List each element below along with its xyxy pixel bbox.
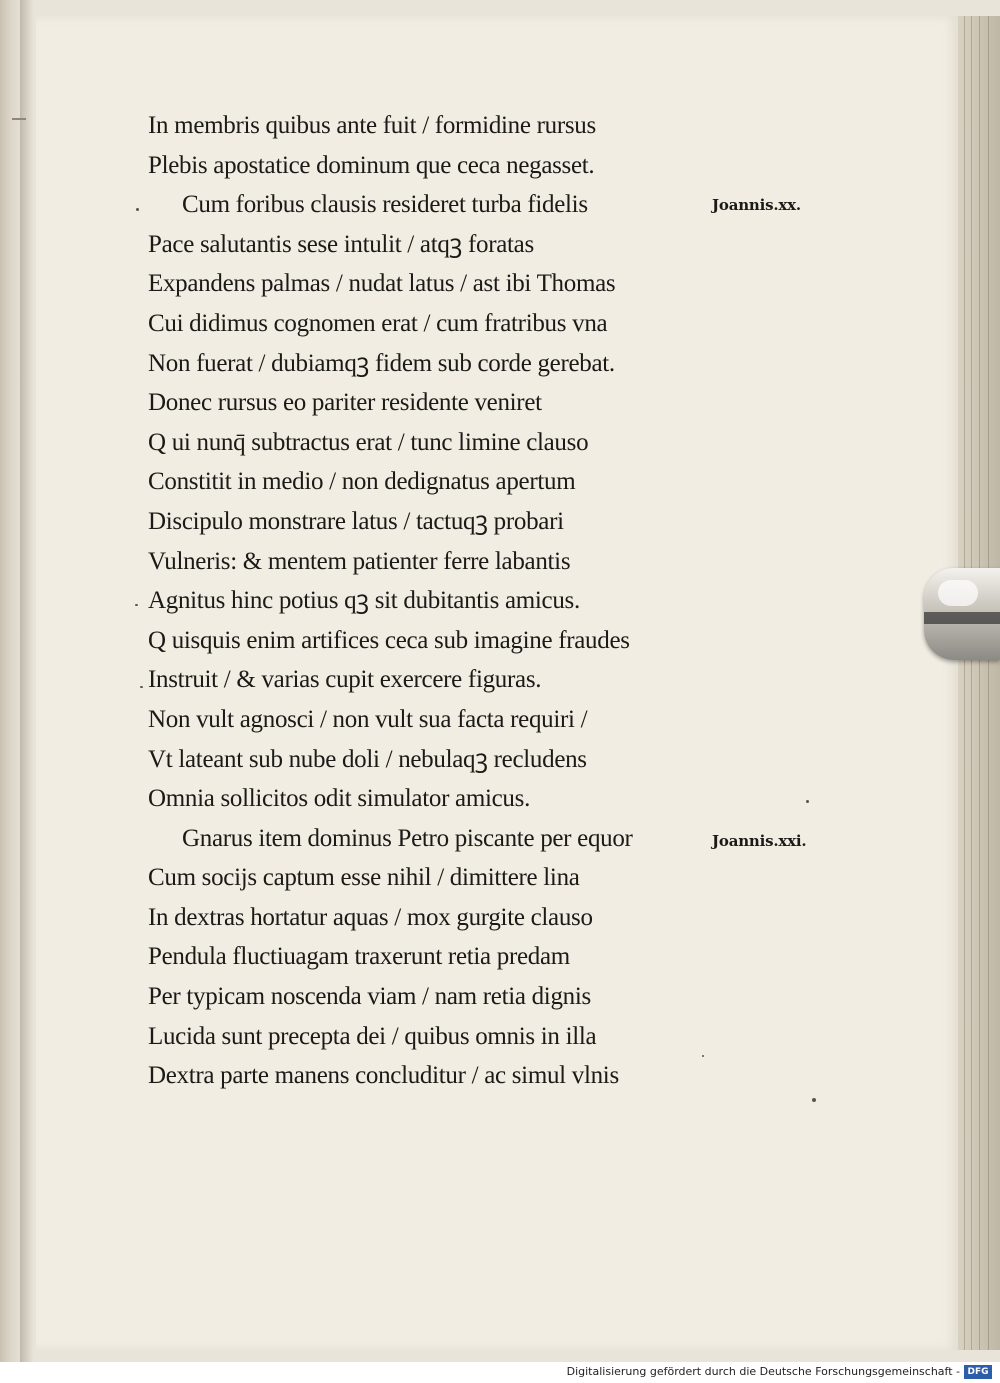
- verse-line: In membris quibus ante fuit / formidine rursus: [148, 112, 596, 139]
- verse-line: Expandens palmas / nudat latus / ast ibi Thomas: [148, 270, 616, 298]
- margin-mark: [12, 118, 26, 130]
- verse-line: Omnia sollicitos odit simulator amicus.: [148, 785, 531, 813]
- footer-bar: [0, 1362, 1000, 1383]
- verse-line: In dextras hortatur aquas / mox gurgite clauso: [148, 903, 593, 931]
- verse-line: Cum foribus clausis resideret turba fidelis: [182, 191, 588, 219]
- verse-line: Non fuerat / dubiamqꝫ fidem sub corde gerebat.: [148, 349, 615, 377]
- marginal-reference: Joannis.xxi.: [712, 832, 807, 850]
- verse-text-block: [148, 106, 708, 1096]
- verse-line: Constitit in medio / non dedignatus apertum: [148, 468, 576, 496]
- verse-line: Cui didimus cognomen erat / cum fratribus vna: [148, 309, 608, 337]
- verse-line: Plebis apostatice dominum que ceca negasset.: [148, 151, 595, 179]
- funding-credit: Digitalisierung gefördert durch die Deutsche Forschungsgemeinschaft -: [566, 1365, 960, 1378]
- page-clip: [924, 568, 1000, 660]
- marginal-reference: Joannis.xx.: [712, 196, 801, 214]
- previous-page-edge: [0, 0, 22, 1362]
- page-stack-edge: [958, 16, 1000, 1350]
- verse-line: Instruit / & varias cupit exercere figuras.: [148, 666, 542, 694]
- verse-line: Non vult agnosci / non vult sua facta requiri /: [148, 705, 588, 733]
- verse-line: Vulneris: & mentem patienter ferre labantis: [148, 547, 571, 575]
- verse-line: Gnarus item dominus Petro piscante per equor: [182, 824, 633, 852]
- verse-line: Pace salutantis sese intulit / atqꝫ foratas: [148, 230, 534, 258]
- verse-line: Per typicam noscenda viam / nam retia dignis: [148, 983, 591, 1011]
- verse-line: Lucida sunt precepta dei / quibus omnis in illa: [148, 1022, 597, 1050]
- verse-line: Donec rursus eo pariter residente veniret: [148, 389, 542, 417]
- gutter-shadow: [20, 0, 34, 1362]
- dfg-logo: DFG: [964, 1365, 992, 1379]
- verse-line: Dextra parte manens concluditur / ac simul vlnis: [148, 1062, 619, 1090]
- verse-line: Q ui nunq̄ subtractus erat / tunc limine clauso: [148, 428, 589, 456]
- verse-line: Q uisquis enim artifices ceca sub imagine fraudes: [148, 626, 630, 654]
- verse-line: Cum socijs captum esse nihil / dimittere lina: [148, 864, 580, 892]
- verse-line: Pendula fluctiuagam traxerunt retia predam: [148, 943, 570, 971]
- verse-line: Vt lateant sub nube doli / nebulaqꝫ recludens: [148, 745, 587, 773]
- verse-line: Discipulo monstrare latus / tactuqꝫ probari: [148, 507, 564, 535]
- verse-line: Agnitus hinc potius qꝫ sit dubitantis amicus.: [148, 587, 580, 615]
